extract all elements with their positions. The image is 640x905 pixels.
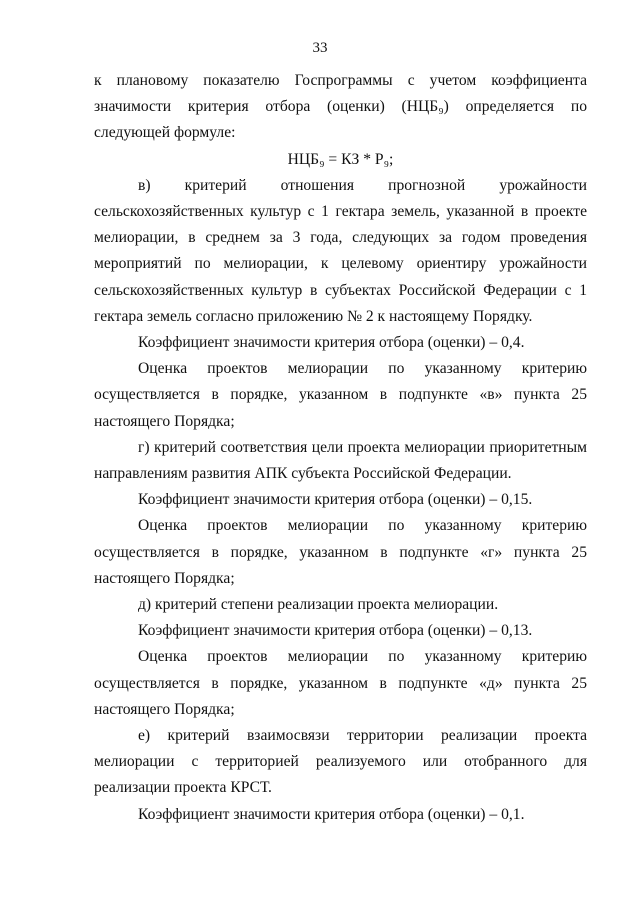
document-body [94, 68, 587, 828]
formula: НЦБ₉ = КЗ * Р₉; [287, 150, 394, 168]
paragraph-criterion-v: в) критерий отношения прогнозной урожайности сельскохозяйственных культур с 1 гектара земель, указанной в проекте мелиорации, в среднем за 3 года, следующих за годом проведения мероприятий по мелиорации, к целевому ориентиру урожайности сельскохозяйственных культур в субъектах Российской Федерации с 1 гектара земель согласно приложению № 2 к настоящему Порядку. [94, 176, 587, 325]
paragraph-formula-intro: к плановому показателю Госпрограммы с учетом коэффициента значимости критерия отбора (оценки) (НЦБ₉) определяется по следующей формуле: [94, 72, 587, 142]
paragraph-criterion-g: г) критерий соответствия цели проекта мелиорации приоритетным направлениям развития АПК субъекта Российской Федерации. [94, 438, 587, 483]
paragraph-assessment-d: Оценка проектов мелиорации по указанному критерию осуществляется в порядке, указанном в подпункте «д» пункта 25 настоящего Порядка; [94, 648, 587, 718]
paragraph-coefficient-g: Коэффициент значимости критерия отбора (оценки) – 0,15. [138, 491, 533, 509]
paragraph-assessment-v: Оценка проектов мелиорации по указанному критерию осуществляется в порядке, указанном в подпункте «в» пункта 25 настоящего Порядка; [94, 360, 587, 430]
paragraph-coefficient-d: Коэффициент значимости критерия отбора (оценки) – 0,13. [138, 622, 533, 640]
paragraph-coefficient-e: Коэффициент значимости критерия отбора (оценки) – 0,1. [138, 805, 525, 823]
paragraph-criterion-d: д) критерий степени реализации проекта мелиорации. [138, 596, 499, 614]
paragraph-coefficient-v: Коэффициент значимости критерия отбора (оценки) – 0,4. [138, 334, 525, 352]
page-number: 33 [312, 40, 328, 56]
paragraph-assessment-g: Оценка проектов мелиорации по указанному критерию осуществляется в порядке, указанном в подпункте «г» пункта 25 настоящего Порядка; [94, 517, 587, 587]
paragraph-criterion-e: е) критерий взаимосвязи территории реализации проекта мелиорации с территорией реализуемого или отобранного для реализации проекта КРСТ. [94, 727, 587, 797]
